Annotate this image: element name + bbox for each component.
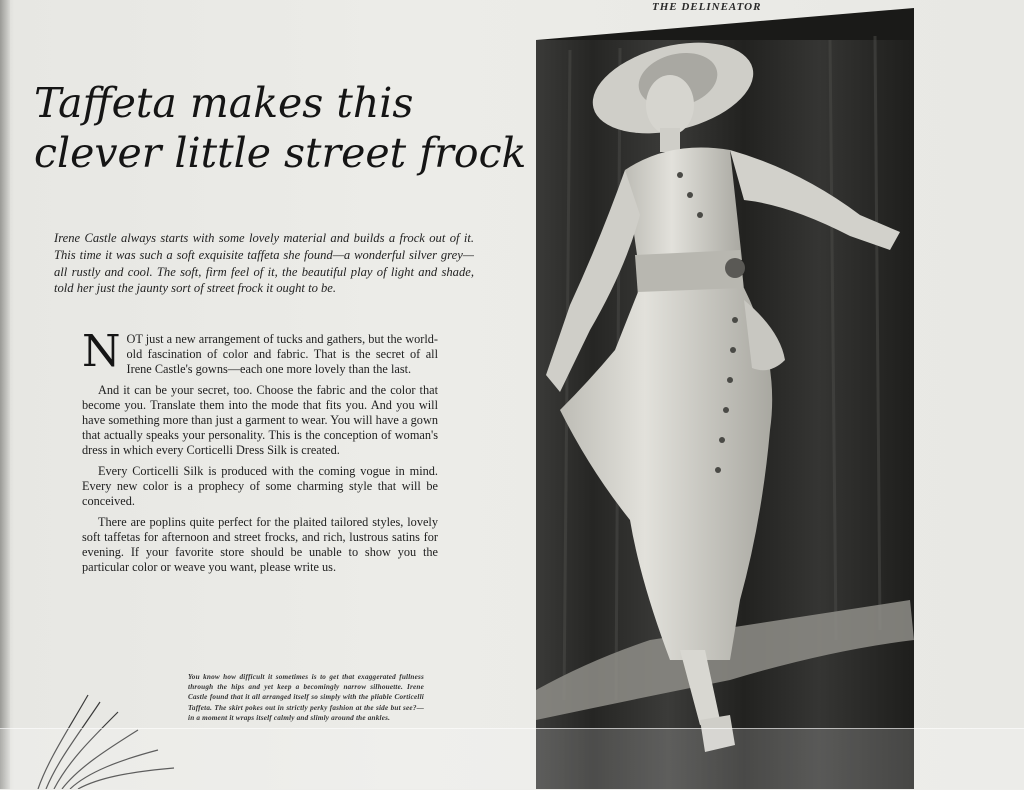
intro-paragraph: Irene Castle always starts with some lovely material and builds a frock out of it. This time it was such a soft exquisite taffeta she found—a wonderful silver grey—all rustly and cool. The soft, firm feel of it, the beautiful play of light and shade, told her just the jaunty sort of street frock it ought to be. xyxy=(54,231,474,296)
headline-line-2: clever little street frock xyxy=(34,129,527,177)
portrait-photo xyxy=(530,0,920,789)
bodice xyxy=(625,148,742,263)
article-body xyxy=(82,326,438,581)
body-paragraph-2: And it can be your secret, too. Choose the fabric and the color that become you. Translate them into the mode that fits you. And you will have something more than just a garment to wear. You will have a gown that actually speaks your personality. This is the conception of woman's dress in which every Corticelli Dress Silk is created. xyxy=(82,383,438,457)
headline xyxy=(34,78,527,178)
photo-caption: You know how difficult it sometimes is to get that exaggerated fullness through the hips and yet keep a becomingly narrow silhouette. Irene Castle found that it all arranged itself so simply with the pliable Corticelli Taffeta. The skirt pokes out in strictly perky fashion at the side but see?—in a moment it wraps itself calmly and slimly around the ankles. xyxy=(188,673,424,722)
body-paragraph-4: There are poplins quite perfect for the plaited tailored styles, lovely soft taffetas for afternoon and street frocks, and rich, lustrous satins for evening. If your favorite store should be unable to show you the particular color or weave you want, please write us. xyxy=(82,515,438,574)
curtain-top-edge xyxy=(536,8,914,40)
face xyxy=(646,75,694,135)
drop-cap: N xyxy=(82,326,121,377)
body-paragraph-1-text: OT just a new arrangement of tucks and gathers, but the world-old fascination of color and fabric. That is the secret of all Irene Castle's gowns—each one more lovely than the last. xyxy=(126,332,438,376)
page-spine xyxy=(0,0,10,789)
body-paragraph-1 xyxy=(82,326,438,377)
headline-line-1: Taffeta makes this xyxy=(34,79,414,127)
masthead: THE DELINEATOR xyxy=(652,1,762,13)
page-fold-shadow xyxy=(0,728,1024,790)
photo-illustration xyxy=(530,0,920,789)
body-paragraph-3: Every Corticelli Silk is produced with the coming vogue in mind. Every new color is a prophecy of some charming style that will be conceived. xyxy=(82,464,438,508)
